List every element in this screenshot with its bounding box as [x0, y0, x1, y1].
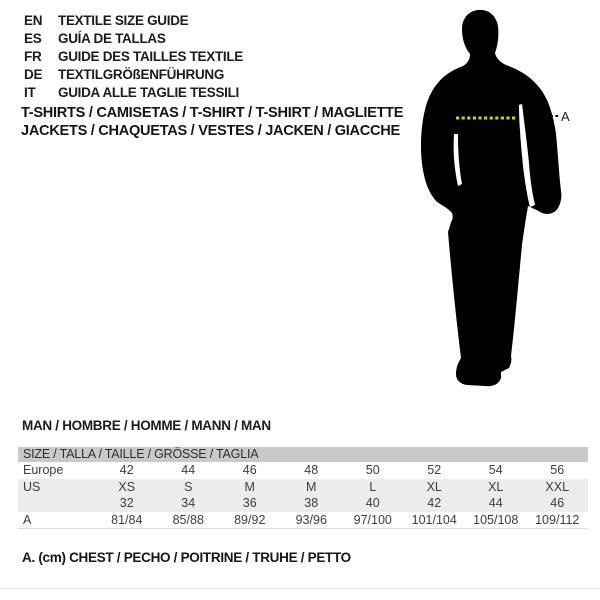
man-silhouette: [415, 8, 575, 388]
category-line-tshirts: T-SHIRTS / CAMISETAS / T-SHIRT / T-SHIRT / MAGLIETTE: [21, 105, 404, 121]
language-label: GUIDE DES TAILLES TEXTILE: [58, 48, 244, 64]
size-cell: 85/88: [172, 512, 204, 527]
category-line-jackets: JACKETS / CHAQUETAS / VESTES / JACKEN / GIACCHE: [21, 122, 400, 139]
size-cell: 46: [550, 496, 565, 511]
size-cell: 34: [181, 496, 196, 511]
size-cell: 54: [488, 463, 503, 478]
language-code: IT: [24, 85, 36, 101]
size-row-label: Europe: [23, 463, 64, 478]
size-cell: 97/100: [353, 512, 392, 527]
size-cell: 40: [365, 496, 380, 511]
size-cell: 50: [365, 463, 380, 478]
size-cell: 36: [242, 496, 257, 511]
size-table-row: [18, 479, 588, 496]
size-table-row: [18, 495, 588, 512]
size-cell: 38: [304, 496, 319, 511]
language-row: [24, 84, 243, 102]
language-label: TEXTILE SIZE GUIDE: [58, 12, 189, 28]
language-list: [24, 11, 243, 102]
size-cell: 109/112: [535, 512, 580, 527]
size-cell: M: [244, 479, 255, 494]
size-cell: L: [369, 479, 377, 494]
language-code: EN: [24, 12, 43, 28]
language-code: ES: [24, 30, 42, 46]
size-cell: S: [184, 479, 193, 494]
size-cell: XXL: [545, 479, 570, 494]
size-cell: 48: [304, 463, 319, 478]
size-row-label: A: [23, 512, 32, 527]
gender-line: MAN / HOMBRE / HOMME / MANN / MAN: [22, 418, 271, 433]
size-row-label: [18, 495, 96, 512]
measure-label-a: A: [561, 109, 570, 124]
category-headline: [21, 105, 403, 140]
size-cell: XL: [488, 479, 504, 494]
size-cell: 56: [550, 463, 565, 478]
language-label: GUÍA DE TALLAS: [58, 30, 166, 46]
size-cell: 81/84: [111, 512, 143, 527]
size-cell: 89/92: [234, 512, 266, 527]
size-cell: 46: [242, 463, 257, 478]
size-cell: XS: [118, 479, 136, 494]
language-row: [24, 47, 243, 65]
size-cell: 44: [181, 463, 196, 478]
size-cell: XL: [426, 479, 442, 494]
size-row-label: US: [23, 479, 41, 494]
size-cell: 32: [119, 496, 134, 511]
size-cell: 93/96: [295, 512, 327, 527]
size-cell: 52: [427, 463, 442, 478]
language-label: TEXTILGRÖßENFÜHRUNG: [58, 67, 225, 83]
size-cell: 101/104: [411, 512, 457, 527]
size-cell: 105/108: [473, 512, 519, 527]
bottom-divider: [0, 588, 600, 589]
language-row: [24, 66, 243, 84]
size-table-header: SIZE / TALLA / TAILLE / GRÖSSE / TAGLIA: [18, 447, 588, 462]
size-cell: 42: [427, 496, 442, 511]
size-cell: 42: [119, 463, 134, 478]
language-code: FR: [24, 48, 42, 64]
language-row: [24, 29, 243, 47]
size-cell: 44: [488, 496, 503, 511]
language-row: [24, 11, 243, 29]
measurement-footnote: A. (cm) CHEST / PECHO / POITRINE / TRUHE / PETTO: [22, 550, 351, 565]
size-table-row: [18, 462, 588, 479]
size-cell: M: [306, 479, 317, 494]
size-table: [18, 447, 588, 529]
size-table-row: [18, 512, 588, 529]
man-silhouette-shape: [421, 10, 561, 386]
language-label: GUIDA ALLE TAGLIE TESSILI: [58, 85, 239, 101]
language-code: DE: [24, 67, 43, 83]
size-table-body: [18, 462, 588, 529]
